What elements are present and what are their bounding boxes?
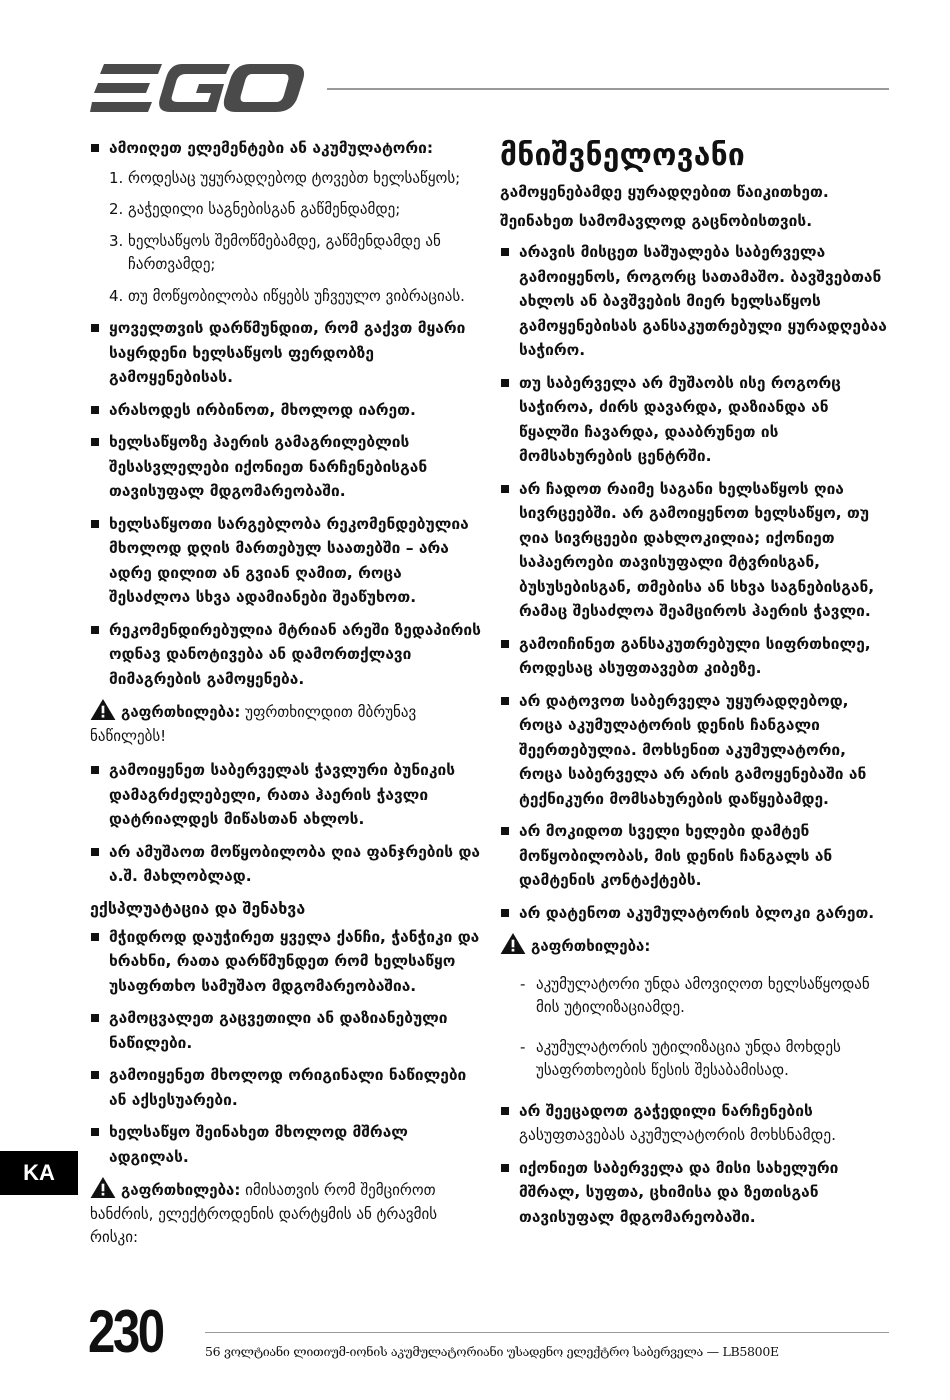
- intro-line: შეინახეთ სამომავლოდ გაცნობისთვის.: [500, 212, 813, 230]
- section-title: მნიშვნელოვანი: [500, 138, 745, 173]
- list-item: თუ საბერველა არ მუშაობს ისე როგორც საჭიროა, ძირს დავარდა, დაზიანდა ან წყალში ჩავარდა, დააბრუნეთ ის მომსახურების ცენტრში.: [500, 371, 890, 469]
- numbered-item: 2. გაჭედილი საგნებისგან გაწმენდამდე;: [109, 200, 401, 218]
- bullet-square-icon: [91, 1071, 99, 1079]
- header-rule: [327, 88, 889, 90]
- bullet-square-icon: [91, 766, 99, 774]
- bullet-square-icon: [501, 640, 509, 648]
- numbered-item: 3. ხელსაწყოს შემოწმებამდე, გაწმენდამდე ან ჩართვამდე;: [109, 231, 441, 273]
- list-item: არ დატოვოთ საბერველა უყურადღებოდ, როცა აკუმულატორის დენის ჩანგალი შეერთებულია. მოხსენით აკუმულატორი, როცა საბერველა არ არის გამოყენებაში ან ტექნიკური მომსახურების დაწყებამდე.: [500, 689, 890, 812]
- bullet-square-icon: [501, 248, 509, 256]
- bullet-square-icon: [91, 933, 99, 941]
- language-tab: KA: [0, 1151, 78, 1195]
- numbered-item: 4. თუ მოწყობილობა იწყებს უჩვეულო ვიბრაციას.: [109, 286, 465, 305]
- list-item: ყოველთვის დარწმუნდით, რომ გაქვთ მყარი საყრდენი ხელსაწყოს ფერდობზე გამოყენებისას.: [90, 316, 482, 390]
- warning-triangle-icon: [90, 699, 116, 720]
- list-item: არ დატენოთ აკუმულატორის ბლოკი გარეთ.: [500, 901, 890, 926]
- warning-note: გაფრთხილება:: [500, 933, 890, 959]
- left-column: [90, 136, 482, 1260]
- right-column: [500, 138, 890, 1237]
- bullet-square-icon: [91, 1014, 99, 1022]
- bullet-square-icon: [501, 909, 509, 917]
- bullet-square-icon: [91, 406, 99, 414]
- bullet-square-icon: [91, 324, 99, 332]
- list-item: არასოდეს ირბინოთ, მხოლოდ იარეთ.: [90, 398, 482, 423]
- bullet-square-icon: [501, 697, 509, 705]
- list-item: არ ამუშაოთ მოწყობილობა ღია ფანჯრების და ა.შ. მახლობლად.: [90, 840, 482, 889]
- list-item: მჭიდროდ დაუჭირეთ ყველა ქანჩი, ჭანჭიკი და ხრახნი, რათა დარწმუნდეთ რომ ხელსაწყო უსაფრთხო სამუშაო მდგომარეობაშია.: [90, 925, 482, 999]
- list-item: იქონიეთ საბერველა და მისი სახელური მშრალ, სუფთა, ცხიმისა და ზეთისგან თავისუფალ მდგომარეობაში.: [500, 1156, 890, 1230]
- dash-item: - აკუმულატორის უტილიზაცია უნდა მოხდეს უსაფრთხოების წესის შესაბამისად.: [520, 1037, 841, 1079]
- bullet-square-icon: [501, 379, 509, 387]
- list-item: ხელსაწყო შეინახეთ მხოლოდ მშრალ ადგილას.: [90, 1120, 482, 1169]
- page-number: 230: [88, 1298, 163, 1365]
- footer-rule: [205, 1332, 889, 1333]
- warning-triangle-icon: [90, 1177, 116, 1198]
- list-item: გამოიყენეთ საბერველას ჭავლური ბუნიკის დამაგრძელებელი, რათა ჰაერის ჭავლი დატრიალდეს მიწასთან ახლოს.: [90, 758, 482, 832]
- list-item: ამოიღეთ ელემენტები ან აკუმულატორი:: [90, 136, 482, 161]
- bullet-square-icon: [501, 485, 509, 493]
- bullet-square-icon: [501, 1164, 509, 1172]
- list-item: ხელსაწყოზე ჰაერის გამაგრილებლის შესასვლელები იქონიეთ ნარჩენებისგან თავისუფალ მდგომარეობაში.: [90, 430, 482, 504]
- list-item: არ მოკიდოთ სველი ხელები დამტენ მოწყობილობას, მის დენის ჩანგალს ან დამტენის კონტაქტებს.: [500, 819, 890, 893]
- bullet-square-icon: [91, 520, 99, 528]
- list-item: გამოიჩინეთ განსაკუთრებული სიფრთხილე, როდესაც ასუფთავებთ კიბეზე.: [500, 632, 890, 681]
- bullet-square-icon: [91, 626, 99, 634]
- warning-triangle-icon: [500, 933, 526, 954]
- intro-line: გამოყენებამდე ყურადღებით წაიკითხეთ.: [500, 183, 829, 201]
- list-item: არ ჩადოთ რაიმე საგანი ხელსაწყოს ღია სივრცეებში. არ გამოიყენოთ ხელსაწყო, თუ ღია სივრცეები დახლოკილია; იქონიეთ საჰაეროები თავისუფალი მტვრისგან, ბუსუსებისგან, თმებისა ან სხვა საგნებისგან, რამაც შესაძლოა შეამციროს ჰაერის ჭავლი.: [500, 477, 890, 624]
- list-item: ხელსაწყოთი სარგებლობა რეკომენდებულია მხოლოდ დღის მართებულ საათებში – არა ადრე დილით ან გვიან ღამით, როცა შესაძლოა სხვა ადამიანები შეაწუხოთ.: [90, 512, 482, 610]
- list-item: გამოიყენეთ მხოლოდ ორიგინალი ნაწილები ან აქსესუარები.: [90, 1063, 482, 1112]
- numbered-item: 1. როდესაც უყურადღებოდ ტოვებთ ხელსაწყოს;: [109, 168, 461, 187]
- footer-text: 56 ვოლტიანი ლითიუმ-იონის აკუმულატორიანი უსადენო ელექტრო საბერველა — LB5800E: [205, 1344, 779, 1359]
- list-item: გამოცვალეთ გაცვეთილი ან დაზიანებული ნაწილები.: [90, 1006, 482, 1055]
- bullet-square-icon: [91, 1128, 99, 1136]
- list-item: არ შეეცადოთ გაჭედილი ნარჩენების გასუფთავებას აკუმულატორის მოხსნამდე.: [500, 1099, 890, 1148]
- bullet-square-icon: [91, 848, 99, 856]
- ego-logo: [90, 64, 305, 112]
- bullet-square-icon: [91, 144, 99, 152]
- warning-note: გაფრთხილება: უფრთხილდით მბრუნავ ნაწილებს!: [90, 699, 482, 748]
- bullet-square-icon: [501, 827, 509, 835]
- bullet-square-icon: [91, 438, 99, 446]
- section-heading: ექსპლუატაცია და შენახვა: [90, 898, 306, 918]
- dash-item: - აკუმულატორი უნდა ამოვიღოთ ხელსაწყოდან მის უტილიზაციამდე.: [520, 974, 870, 1016]
- list-item: რეკომენდირებულია მტრიან არეში ზედაპირის ოდნავ დანოტივება ან დამორთქლავი მიმაგრების გამოყენება.: [90, 618, 482, 692]
- list-item: არავის მისცეთ საშუალება საბერველა გამოიყენოს, როგორც სათამაშო. ბავშვებთან ახლოს ან ბავშვების მიერ ხელსაწყოს გამოყენებისას განსაკუთრებული ყურადღებაა საჭირო.: [500, 240, 890, 363]
- numbered-list: [90, 167, 482, 309]
- bullet-square-icon: [501, 1107, 509, 1115]
- warning-note: გაფრთხილება: იმისათვის რომ შემციროთ ხანძრის, ელექტროდენის დარტყმის ან ტრავმის რისკი:: [90, 1177, 482, 1250]
